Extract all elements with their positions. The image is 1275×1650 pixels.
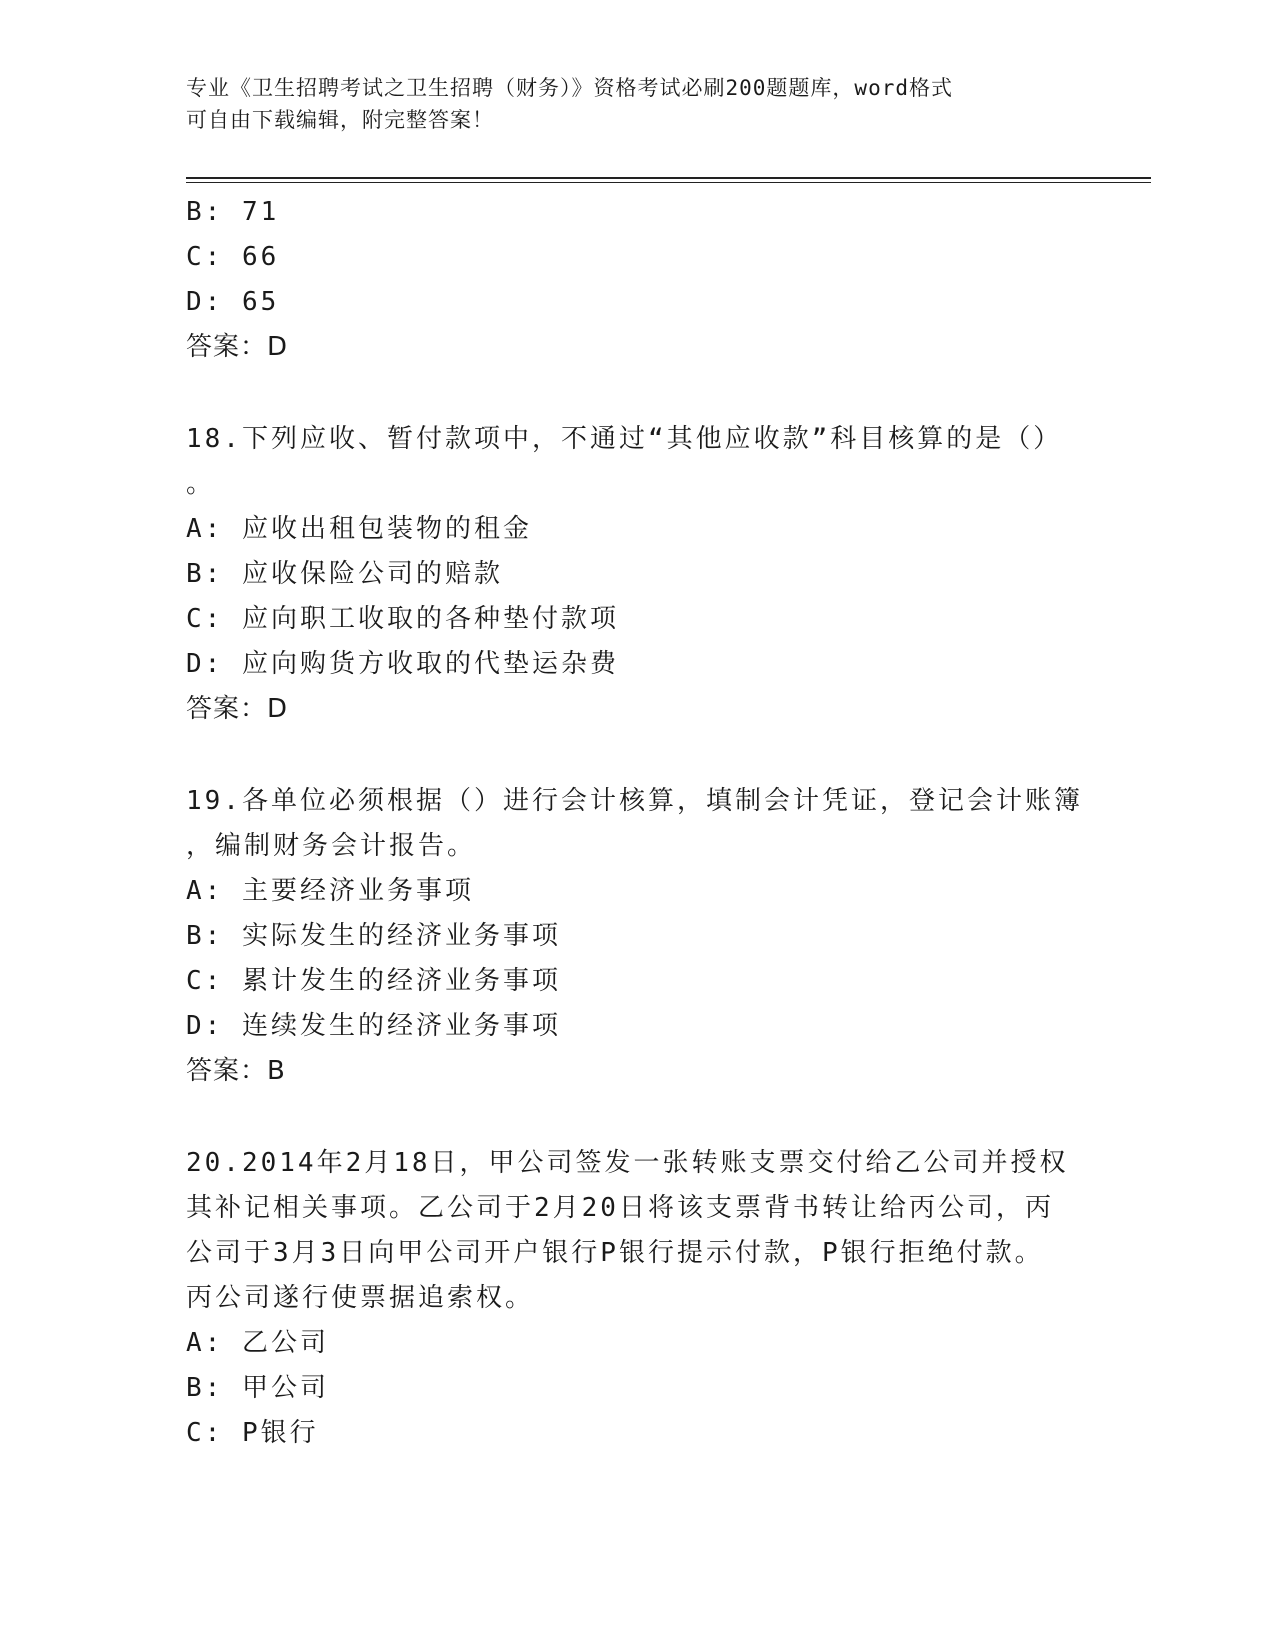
- option-c: C: 累计发生的经济业务事项: [186, 966, 561, 996]
- question-text: 18.下列应收、暂付款项中，不通过“其他应收款”科目核算的是（）: [186, 424, 1063, 454]
- option-b: B: 甲公司: [186, 1373, 329, 1403]
- option-d: D: 应向购货方收取的代垫运杂费: [186, 649, 619, 679]
- header-line-1: 专业《卫生招聘考试之卫生招聘（财务）》资格考试必刷200题题库，word格式: [186, 76, 953, 100]
- spacer: [186, 732, 1086, 779]
- question-text: 20.2014年2月18日，甲公司签发一张转账支票交付给乙公司并授权: [186, 1148, 1069, 1178]
- option-a: A: 主要经济业务事项: [186, 876, 474, 906]
- option-a: A: 乙公司: [186, 1328, 329, 1358]
- option-d: D: 连续发生的经济业务事项: [186, 1011, 561, 1041]
- answer: 答案：D: [186, 332, 289, 362]
- question-content: [186, 190, 1086, 1456]
- option-d: D: 65: [186, 287, 280, 317]
- option-c: C: 应向职工收取的各种垫付款项: [186, 604, 619, 634]
- option-b: B: 71: [186, 197, 280, 227]
- page-header: [186, 72, 1066, 136]
- question-text-cont: ，编制财务会计报告。: [186, 831, 477, 861]
- option-b: B: 实际发生的经济业务事项: [186, 921, 561, 951]
- spacer: [186, 370, 1086, 417]
- question-text-cont: 其补记相关事项。乙公司于2月20日将该支票背书转让给丙公司，丙: [186, 1193, 1054, 1223]
- question-text-cont: 丙公司遂行使票据追索权。: [186, 1283, 535, 1313]
- question-text-cont: 公司于3月3日向甲公司开户银行P银行提示付款，P银行拒绝付款。: [186, 1238, 1044, 1268]
- question-19: [186, 779, 1086, 1094]
- question-18: [186, 417, 1086, 732]
- question-text-cont: 。: [186, 469, 216, 499]
- answer: 答案：B: [186, 1056, 286, 1086]
- header-divider-thin: [186, 182, 1151, 183]
- spacer: [186, 1094, 1086, 1141]
- option-a: A: 应收出租包装物的租金: [186, 514, 532, 544]
- option-c: C: 66: [186, 242, 280, 272]
- question-text: 19.各单位必须根据（）进行会计核算，填制会计凭证，登记会计账簿: [186, 786, 1083, 816]
- header-divider-thick: [186, 177, 1151, 179]
- option-c: C: P银行: [186, 1418, 319, 1448]
- question-20: [186, 1141, 1086, 1456]
- question-17: [186, 190, 1086, 370]
- header-line-2: 可自由下载编辑，附完整答案！: [186, 108, 494, 132]
- answer: 答案：D: [186, 694, 289, 724]
- option-b: B: 应收保险公司的赔款: [186, 559, 503, 589]
